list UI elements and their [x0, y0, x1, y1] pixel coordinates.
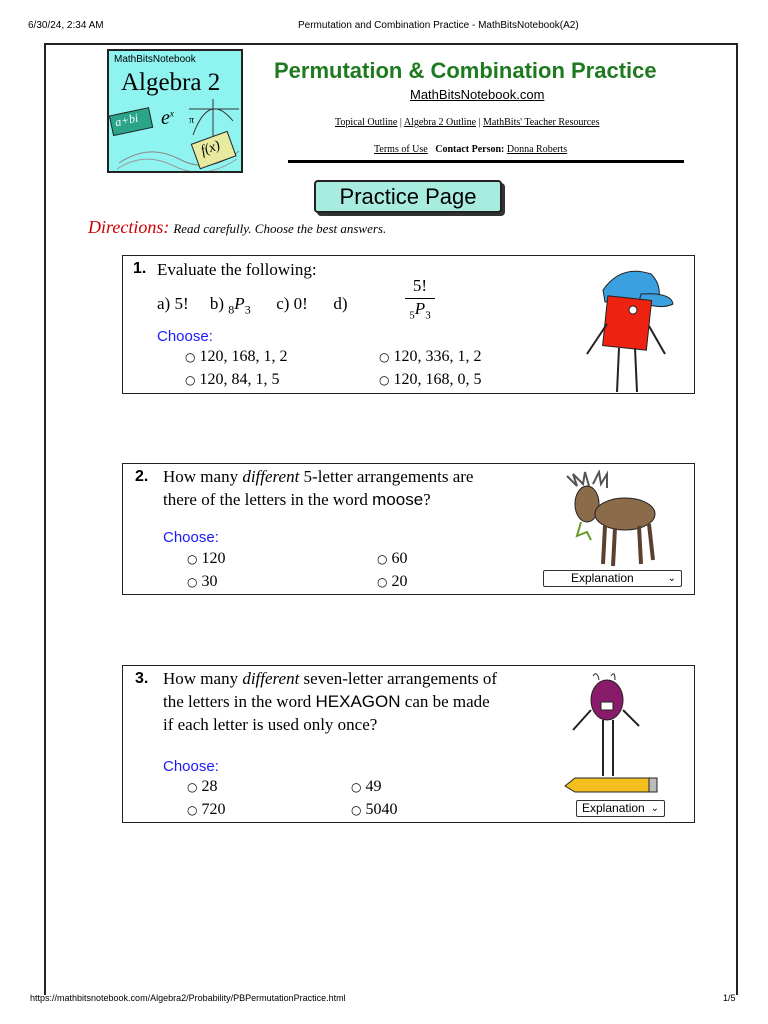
radio-icon[interactable]: ○ [187, 552, 198, 566]
contact-label: Contact Person: [435, 144, 505, 155]
radio-icon[interactable]: ○ [187, 780, 198, 794]
cartoon-cap-figure-icon [581, 264, 681, 394]
choose-label: Choose: [163, 758, 219, 775]
option-d[interactable]: ○ 5040 [351, 801, 398, 818]
link-algebra2-outline[interactable]: Algebra 2 Outline [403, 117, 477, 128]
choose-label: Choose: [157, 328, 213, 345]
fraction: 5! $_5P_3$ [405, 276, 435, 321]
directions-label: Directions: [88, 217, 170, 237]
explanation-dropdown[interactable]: Explanation ⌄ [576, 800, 665, 817]
directions [88, 217, 386, 238]
logo-small-text: MathBitsNotebook [114, 54, 196, 65]
link-topical-outline[interactable]: Topical Outline [335, 117, 398, 128]
explanation-dropdown[interactable]: Explanation ⌄ [543, 570, 682, 587]
chevron-down-icon: ⌄ [667, 573, 676, 584]
option-c[interactable]: ○ 30 [187, 573, 218, 590]
choose-label: Choose: [163, 529, 219, 546]
logo-fx: f(x) [198, 138, 223, 159]
question-text: How many different seven-letter arrangements of the letters in the word HEXAGON can be made if each letter is used only once? [163, 669, 498, 734]
radio-icon[interactable]: ○ [379, 373, 390, 387]
contact-line [374, 144, 567, 155]
option-b[interactable]: ○ 49 [351, 778, 382, 795]
radio-icon[interactable]: ○ [377, 575, 388, 589]
radio-icon[interactable]: ○ [185, 373, 196, 387]
radio-icon[interactable]: ○ [351, 780, 362, 794]
cartoon-pencil-figure-icon [563, 670, 663, 794]
logo-pi: π [189, 115, 195, 126]
radio-icon[interactable]: ○ [187, 575, 198, 589]
radio-icon[interactable]: ○ [377, 552, 388, 566]
option-d[interactable]: ○ 120, 168, 0, 5 [379, 371, 482, 388]
radio-icon[interactable]: ○ [185, 350, 196, 364]
question-number: 1. [133, 260, 147, 277]
question-text: Evaluate the following: [157, 260, 317, 279]
option-c[interactable]: ○ 120, 84, 1, 5 [185, 371, 280, 388]
print-page-number: 1/5 [723, 993, 736, 1003]
option-b[interactable]: ○ 120, 336, 1, 2 [379, 348, 482, 365]
practice-page-banner: Practice Page [314, 180, 502, 213]
chevron-down-icon: ⌄ [650, 803, 659, 814]
radio-icon[interactable]: ○ [187, 803, 198, 817]
question-number: 3. [135, 670, 149, 687]
nav-links [335, 117, 599, 128]
radio-icon[interactable]: ○ [379, 350, 390, 364]
radio-icon[interactable]: ○ [351, 803, 362, 817]
link-separator: | [399, 117, 402, 128]
link-teacher-resources[interactable]: MathBits' Teacher Resources [483, 117, 600, 128]
option-a[interactable]: ○ 120, 168, 1, 2 [185, 348, 288, 365]
option-a[interactable]: ○ 28 [187, 778, 218, 795]
site-link[interactable]: MathBitsNotebook.com [410, 87, 545, 102]
algebra2-logo[interactable] [107, 49, 243, 173]
question-1-box [122, 255, 695, 394]
logo-ex: $e^x$ [161, 107, 174, 129]
print-doc-title: Permutation and Combination Practice - MathBitsNotebook(A2) [298, 20, 579, 31]
question-2-box [122, 463, 695, 595]
option-a[interactable]: ○ 120 [187, 550, 226, 567]
question-number: 2. [135, 468, 149, 485]
page-title: Permutation & Combination Practice [274, 58, 657, 83]
link-terms-of-use[interactable]: Terms of Use [374, 144, 428, 155]
logo-formula: a+bi [113, 110, 140, 130]
link-contact-name[interactable]: Donna Roberts [506, 144, 568, 155]
print-url: https://mathbitsnotebook.com/Algebra2/Probability/PBPermutationPractice.html [30, 993, 346, 1003]
question-text: How many different 5-letter arrangements are there of the letters in the word moose? [163, 467, 474, 509]
cartoon-moose-icon [563, 470, 663, 570]
question-parts: a) 5! b) $_8P_3$ c) 0! d) [157, 294, 348, 317]
directions-text: Read carefully. Choose the best answers. [173, 221, 387, 236]
option-c[interactable]: ○ 720 [187, 801, 226, 818]
logo-big-text: Algebra 2 [121, 69, 221, 96]
option-b[interactable]: ○ 60 [377, 550, 408, 567]
link-separator: | [478, 117, 481, 128]
option-d[interactable]: ○ 20 [377, 573, 408, 590]
header-rule [288, 160, 684, 163]
question-3-box [122, 665, 695, 823]
print-datetime: 6/30/24, 2:34 AM [28, 20, 104, 31]
